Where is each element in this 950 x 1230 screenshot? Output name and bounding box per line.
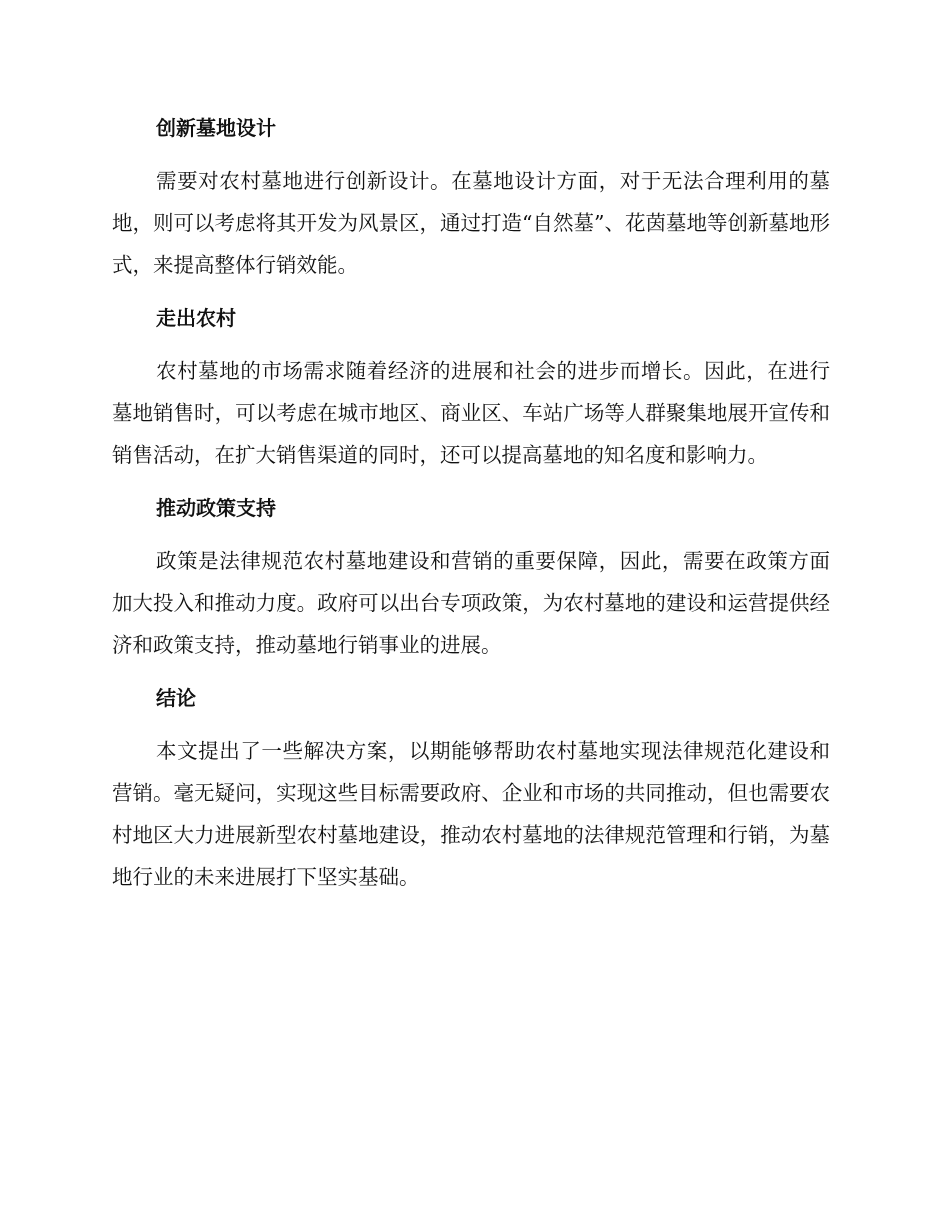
section-go-beyond-countryside [112, 296, 830, 476]
section-heading: 推动政策支持 [156, 496, 276, 520]
section-heading: 创新墓地设计 [156, 116, 276, 140]
section-heading: 走出农村 [156, 306, 236, 330]
section-heading: 结论 [156, 686, 196, 710]
section-policy-support [112, 486, 830, 666]
section-conclusion [112, 676, 830, 898]
section-paragraph: 农村墓地的市场需求随着经济的进展和社会的进步而增长。因此，在进行墓地销售时，可以考虑在城市地区、商业区、车站广场等人群聚集地展开宣传和销售活动，在扩大销售渠道的同时，还可以提高墓地的知名度和影响力。 [112, 359, 830, 467]
section-innovative-cemetery-design [112, 106, 830, 286]
section-paragraph: 需要对农村墓地进行创新设计。在墓地设计方面，对于无法合理利用的墓地，则可以考虑将其开发为风景区，通过打造“自然墓”、花茵墓地等创新墓地形式，来提高整体行销效能。 [112, 169, 830, 277]
section-paragraph: 本文提出了一些解决方案，以期能够帮助农村墓地实现法律规范化建设和营销。毫无疑问，实现这些目标需要政府、企业和市场的共同推动，但也需要农村地区大力进展新型农村墓地建设，推动农村墓地的法律规范管理和行销，为墓地行业的未来进展打下坚实基础。 [112, 739, 830, 889]
section-paragraph: 政策是法律规范农村墓地建设和营销的重要保障，因此，需要在政策方面加大投入和推动力度。政府可以出台专项政策，为农村墓地的建设和运营提供经济和政策支持，推动墓地行销事业的进展。 [112, 549, 830, 657]
document-body [112, 106, 830, 898]
